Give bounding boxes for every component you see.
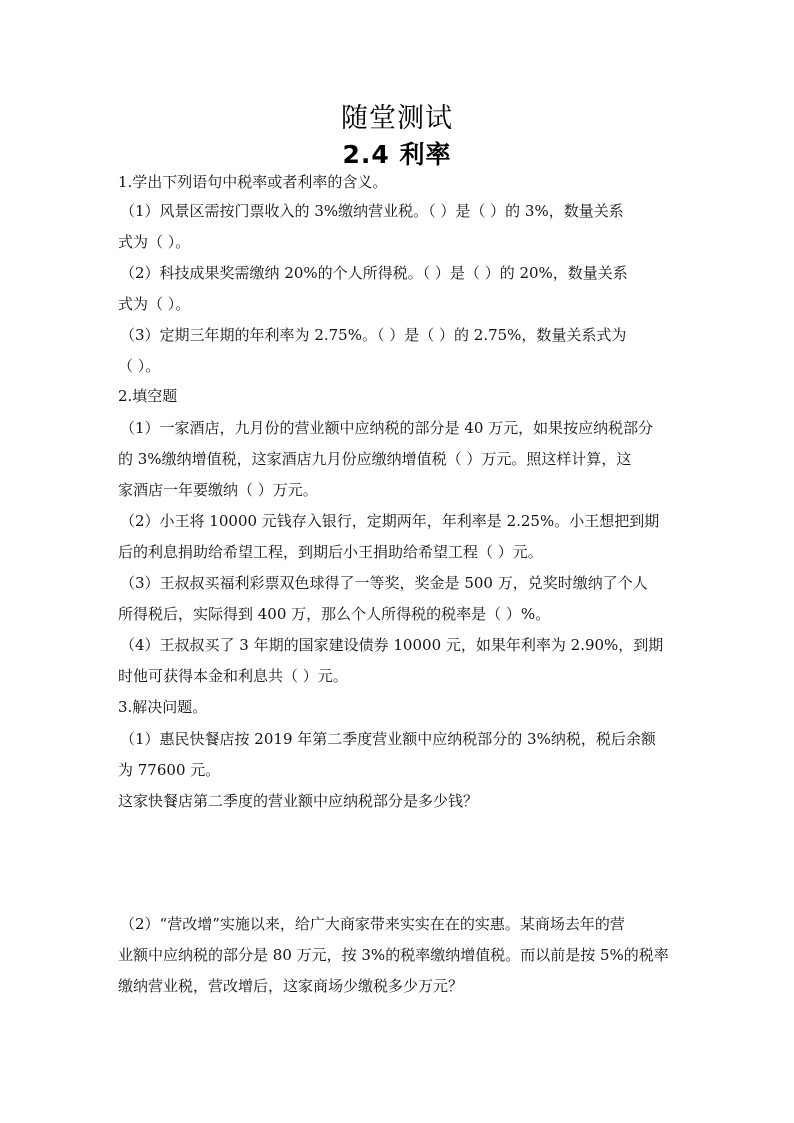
s3-question-1-line-2: 为 77600 元。 — [118, 761, 221, 779]
s3-question-1-line-3: 这家快餐店第二季度的营业额中应纳税部分是多少钱？ — [118, 792, 479, 810]
s3-question-2-line-3: 缴纳营业税，营改增后，这家商场少缴税多少万元？ — [118, 977, 464, 995]
s1-question-1-line-1: （1）风景区需按门票收入的 3%缴纳营业税。（ ）是（ ）的 3%，数量关系 — [120, 202, 624, 220]
s2-question-4-line-1: （4）王叔叔买了 3 年期的国家建设债券 10000 元，如果年利率为 2.90%，到期 — [120, 636, 664, 654]
s2-question-2-line-1: （2）小王将 10000 元钱存入银行，定期两年，年利率是 2.25%。小王想把到期 — [120, 512, 660, 530]
s1-question-2-line-1: （2）科技成果奖需缴纳 20%的个人所得税。（ ）是（ ）的 20%，数量关系 — [120, 264, 628, 282]
s2-question-1-line-3: 家酒店一年要缴纳（ ）万元。 — [118, 481, 318, 499]
s2-question-2-line-2: 后的利息捐助给希望工程，到期后小王捐助给希望工程（ ）元。 — [118, 543, 543, 561]
section-3-heading: 3.解决问题。 — [118, 698, 208, 716]
s2-question-1-line-2: 的 3%缴纳增值税，这家酒店九月份应缴纳增值税（ ）万元。照这样计算，这 — [118, 450, 632, 468]
s3-question-2-line-1: （2）“营改增”实施以来，给广大商家带来实实在在的实惠。某商场去年的营 — [120, 915, 625, 933]
s3-question-2-line-2: 业额中应纳税的部分是 80 万元，按 3%的税率缴纳增值税。而以前是按 5%的税率 — [118, 946, 669, 964]
s1-question-2-line-2: 式为（ ）。 — [118, 295, 191, 313]
s2-question-4-line-2: 时他可获得本金和利息共（ ）元。 — [118, 667, 348, 685]
section-2-heading: 2.填空题 — [118, 387, 178, 405]
page-subtitle: 2.4 利率 — [342, 140, 452, 169]
s2-question-3-line-1: （3）王叔叔买福利彩票双色球得了一等奖，奖金是 500 万，兑奖时缴纳了个人 — [120, 574, 648, 592]
page-title: 随堂测试 — [341, 103, 453, 134]
s1-question-3-line-2: （ ）。 — [118, 357, 161, 375]
s2-question-3-line-2: 所得税后，实际得到 400 万，那么个人所得税的税率是（ ）%。 — [118, 605, 551, 623]
s1-question-1-line-2: 式为（ ）。 — [118, 233, 191, 251]
s2-question-1-line-1: （1）一家酒店，九月份的营业额中应纳税的部分是 40 万元，如果按应纳税部分 — [120, 419, 654, 437]
s3-question-1-line-1: （1）惠民快餐店按 2019 年第二季度营业额中应纳税部分的 3%纳税，税后余额 — [120, 730, 656, 748]
s1-question-3-line-1: （3）定期三年期的年利率为 2.75%。（ ）是（ ）的 2.75%，数量关系式为 — [120, 326, 627, 344]
section-1-heading: 1.学出下列语句中税率或者利率的含义。 — [118, 173, 388, 191]
